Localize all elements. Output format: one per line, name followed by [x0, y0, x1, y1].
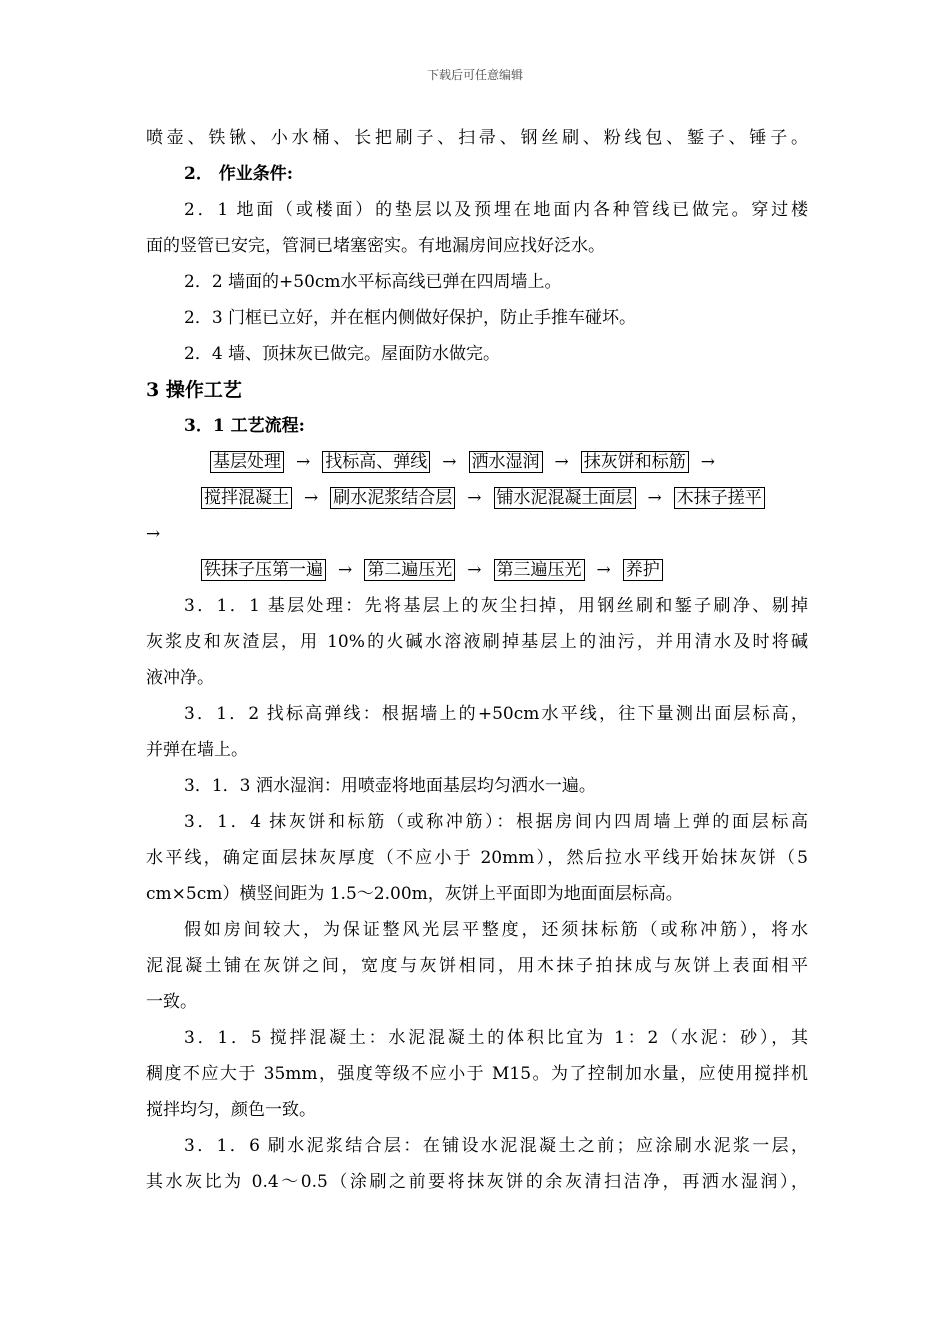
flow-row-3: [146, 552, 808, 588]
paragraph-line: cm×5cm）横竖间距为 1.5～2.00m，灰饼上平面即为地面面层标高。: [146, 884, 683, 904]
flow-arrow: →: [467, 560, 482, 580]
flow-arrow: →: [442, 452, 457, 472]
paragraph-line: 3．1．6 刷水泥浆结合层：在铺设水泥混凝土之前；应涂刷水泥浆一层，: [184, 1136, 808, 1156]
flow-arrow: →: [647, 488, 662, 508]
flow-step: 铁抹子压第一遍: [201, 559, 326, 581]
paragraph-line: 3．1．1 基层处理：先将基层上的灰尘扫掉，用钢丝刷和錾子刷净、剔掉: [184, 596, 808, 616]
flow-row-2: [146, 480, 808, 516]
paragraph-line: 并弹在墙上。: [146, 740, 248, 760]
paragraph-line: 3．1．5 搅拌混凝土：水泥混凝土的体积比宜为 1：2（水泥：砂），其: [184, 1028, 808, 1048]
paragraph-line: 灰浆皮和灰渣层，用 10%的火碱水溶液刷掉基层上的油污，并用清水及时将碱: [146, 632, 808, 652]
paragraph-line: 2．3 门框已立好，并在框内侧做好保护，防止手推车碰坏。: [184, 308, 637, 328]
flow-row-wrap: [146, 516, 808, 552]
paragraph-line: 搅拌均匀，颜色一致。: [146, 1100, 316, 1120]
flow-row-1: [146, 444, 808, 480]
paragraph-line: 液冲净。: [146, 668, 214, 688]
flow-arrow: →: [554, 452, 569, 472]
flow-arrow: →: [467, 488, 482, 508]
flow-step: 第三遍压光: [494, 559, 585, 581]
flow-step: 找标高、弹线: [322, 451, 430, 473]
section-title: 3 操作工艺: [146, 379, 242, 401]
flow-arrow: →: [304, 488, 319, 508]
paragraph-line: 泥混凝土铺在灰饼之间，宽度与灰饼相同，用木抹子拍抹成与灰饼上表面相平: [146, 956, 808, 976]
flow-step: 第二遍压光: [364, 559, 455, 581]
document-body: [146, 120, 808, 1200]
flow-step: 木抹子搓平: [674, 487, 765, 509]
flow-step: 洒水湿润: [469, 451, 543, 473]
flow-arrow: →: [596, 560, 611, 580]
paragraph-line: 喷壶、铁锹、小水桶、长把刷子、扫帚、钢丝刷、粉线包、錾子、锤子。: [146, 128, 808, 148]
flow-step: 养护: [623, 559, 663, 581]
paragraph-line: 一致。: [146, 992, 197, 1012]
page-header: 下载后可任意编辑: [426, 68, 523, 82]
flow-step: 抹灰饼和标筋: [581, 451, 689, 473]
paragraph-line: 2．2 墙面的+50cm水平标高线已弹在四周墙上。: [184, 272, 562, 292]
paragraph-line: 3．1．2 找标高弹线：根据墙上的+50cm水平线，往下量测出面层标高，: [184, 704, 808, 724]
flow-step: 刷水泥浆结合层: [330, 487, 455, 509]
paragraph-line: 其水灰比为 0.4～0.5（涂刷之前要将抹灰饼的余灰清扫洁净，再洒水湿润），: [146, 1172, 808, 1192]
flow-step: 基层处理: [210, 451, 284, 473]
section-heading: 3．1 工艺流程:: [184, 416, 305, 436]
flow-arrow: →: [700, 452, 715, 472]
flow-arrow: →: [338, 560, 353, 580]
paragraph-line: 稠度不应大于 35mm，强度等级不应小于 M15。为了控制加水量，应使用搅拌机: [146, 1064, 808, 1084]
flow-step: 铺水泥混凝土面层: [494, 487, 636, 509]
section-heading: 2． 作业条件:: [184, 164, 294, 184]
flow-arrow: →: [146, 524, 161, 544]
paragraph-line: 2．4 墙、顶抹灰已做完。屋面防水做完。: [184, 344, 501, 364]
paragraph-line: 假如房间较大，为保证整风光层平整度，还须抹标筋（或称冲筋），将水: [184, 920, 808, 940]
paragraph-line: 3．1．3 洒水湿润：用喷壶将地面基层均匀洒水一遍。: [184, 776, 596, 796]
paragraph-line: 3．1．4 抹灰饼和标筋（或称冲筋）：根据房间内四周墙上弹的面层标高: [184, 812, 808, 832]
paragraph-line: 水平线，确定面层抹灰厚度（不应小于 20mm），然后拉水平线开始抹灰饼（5: [146, 848, 808, 868]
flow-arrow: →: [296, 452, 311, 472]
paragraph-line: 2．1 地面（或楼面）的垫层以及预埋在地面内各种管线已做完。穿过楼: [184, 200, 808, 220]
flow-step: 搅拌混凝土: [201, 487, 292, 509]
paragraph-line: 面的竖管已安完，管洞已堵塞密实。有地漏房间应找好泛水。: [146, 236, 605, 256]
